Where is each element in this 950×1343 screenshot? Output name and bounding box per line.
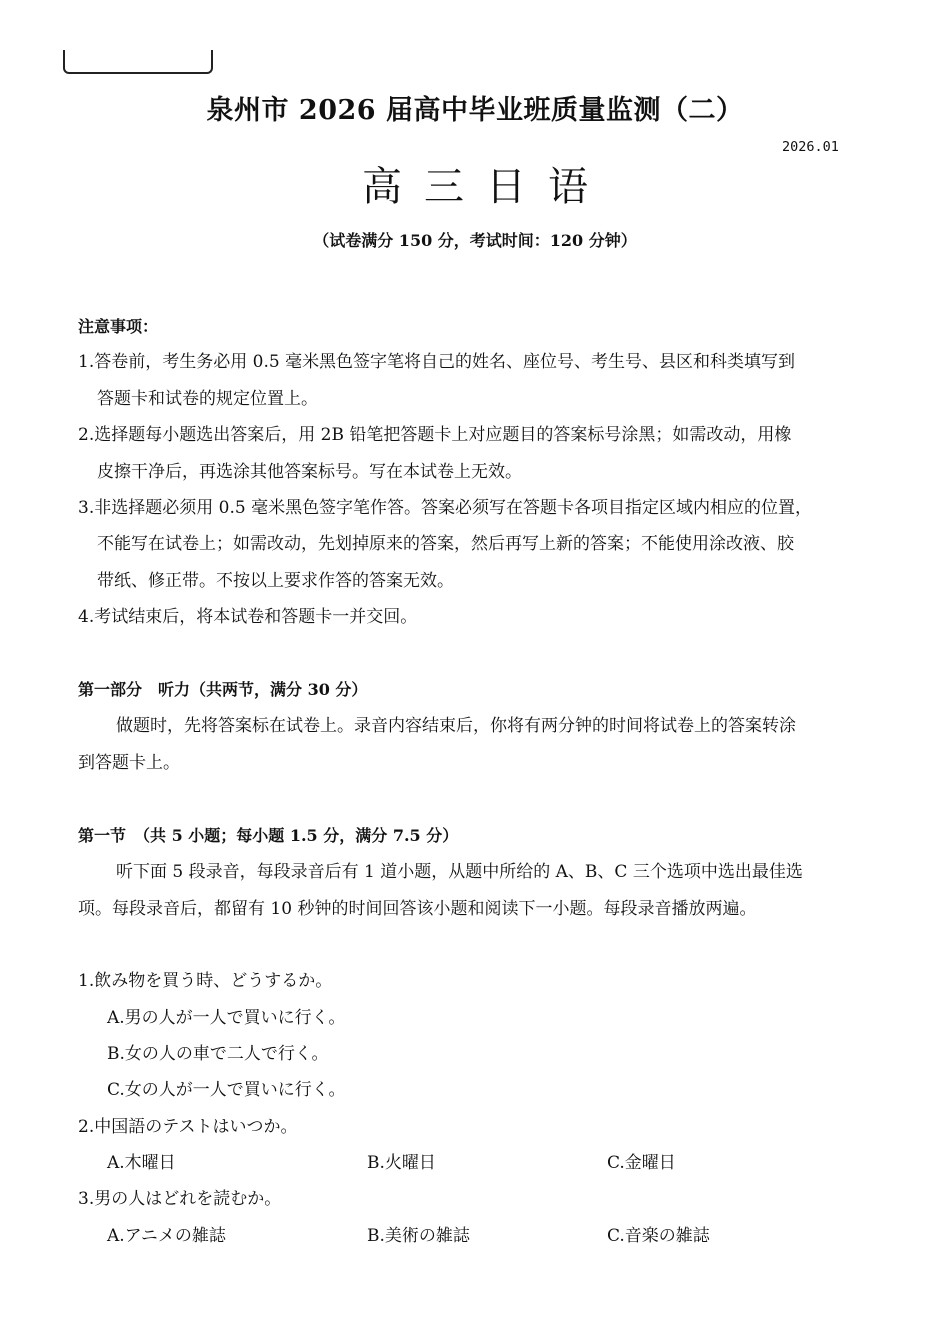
question-2-option-c: C.金曜日 [607, 1153, 676, 1173]
section1-instruction-line-1: 听下面 5 段录音，每段录音后有 1 道小题，从题中所给的 A、B、C 三个选项中选出最佳选 [116, 862, 803, 882]
subject-title: 高三日语 [362, 164, 610, 210]
part1-instruction-line-1: 做题时，先将答案标在试卷上。录音内容结束后，你将有两分钟的时间将试卷上的答案转涂 [116, 716, 796, 736]
question-3-stem: 3.男の人はどれを読むか。 [78, 1189, 282, 1209]
notice-item-1-line-2: 答题卡和试卷的规定位置上。 [97, 389, 318, 409]
part1-instruction-line-2: 到答题卡上。 [78, 753, 180, 773]
seal-box [63, 50, 213, 74]
notice-item-2-line-1: 2.选择题每小题选出答案后，用 2B 铅笔把答题卡上对应题目的答案标号涂黑；如需改动，用橡 [78, 425, 792, 445]
exam-info: （试卷满分 150 分，考试时间：120 分钟） [313, 231, 637, 250]
question-3-option-b: B.美術の雑誌 [367, 1226, 470, 1246]
section1-instruction-line-2: 项。每段录音后，都留有 10 秒钟的时间回答该小题和阅读下一小题。每段录音播放两遍。 [78, 899, 757, 919]
question-3-option-c: C.音楽の雑誌 [607, 1226, 710, 1246]
section1-heading: 第一节 （共 5 小题；每小题 1.5 分，满分 7.5 分） [78, 826, 459, 845]
notice-item-3-line-2: 不能写在试卷上；如需改动，先划掉原来的答案，然后再写上新的答案；不能使用涂改液、胶 [97, 534, 794, 554]
question-1-stem: 1.飲み物を買う時、どうするか。 [78, 971, 333, 991]
notice-item-1-line-1: 1.答卷前，考生务必用 0.5 毫米黑色签字笔将自己的姓名、座位号、考生号、县区和科类填写到 [78, 352, 796, 372]
notice-item-2-line-2: 皮擦干净后，再选涂其他答案标号。写在本试卷上无效。 [97, 462, 522, 482]
question-3-option-a: A.アニメの雑誌 [107, 1226, 226, 1246]
notice-item-4-line-1: 4.考试结束后，将本试卷和答题卡一并交回。 [78, 607, 418, 627]
question-2-stem: 2.中国語のテストはいつか。 [78, 1117, 298, 1137]
question-2-option-a: A.木曜日 [107, 1153, 176, 1173]
question-1-option-a: A.男の人が一人で買いに行く。 [107, 1008, 346, 1028]
question-2-option-b: B.火曜日 [367, 1153, 436, 1173]
question-1-option-b: B.女の人の車で二人で行く。 [107, 1044, 329, 1064]
question-1-option-c: C.女の人が一人で買いに行く。 [107, 1080, 346, 1100]
exam-date: 2026.01 [782, 139, 839, 155]
notice-item-3-line-1: 3.非选择题必须用 0.5 毫米黑色签字笔作答。答案必须写在答题卡各项目指定区域内相应的位置， [78, 498, 813, 518]
notice-heading: 注意事项： [78, 317, 159, 336]
main-title: 泉州市 2026 届高中毕业班质量监测（二） [206, 95, 744, 126]
part1-heading: 第一部分 听力（共两节，满分 30 分） [78, 680, 368, 699]
notice-item-3-line-3: 带纸、修正带。不按以上要求作答的答案无效。 [97, 571, 454, 591]
